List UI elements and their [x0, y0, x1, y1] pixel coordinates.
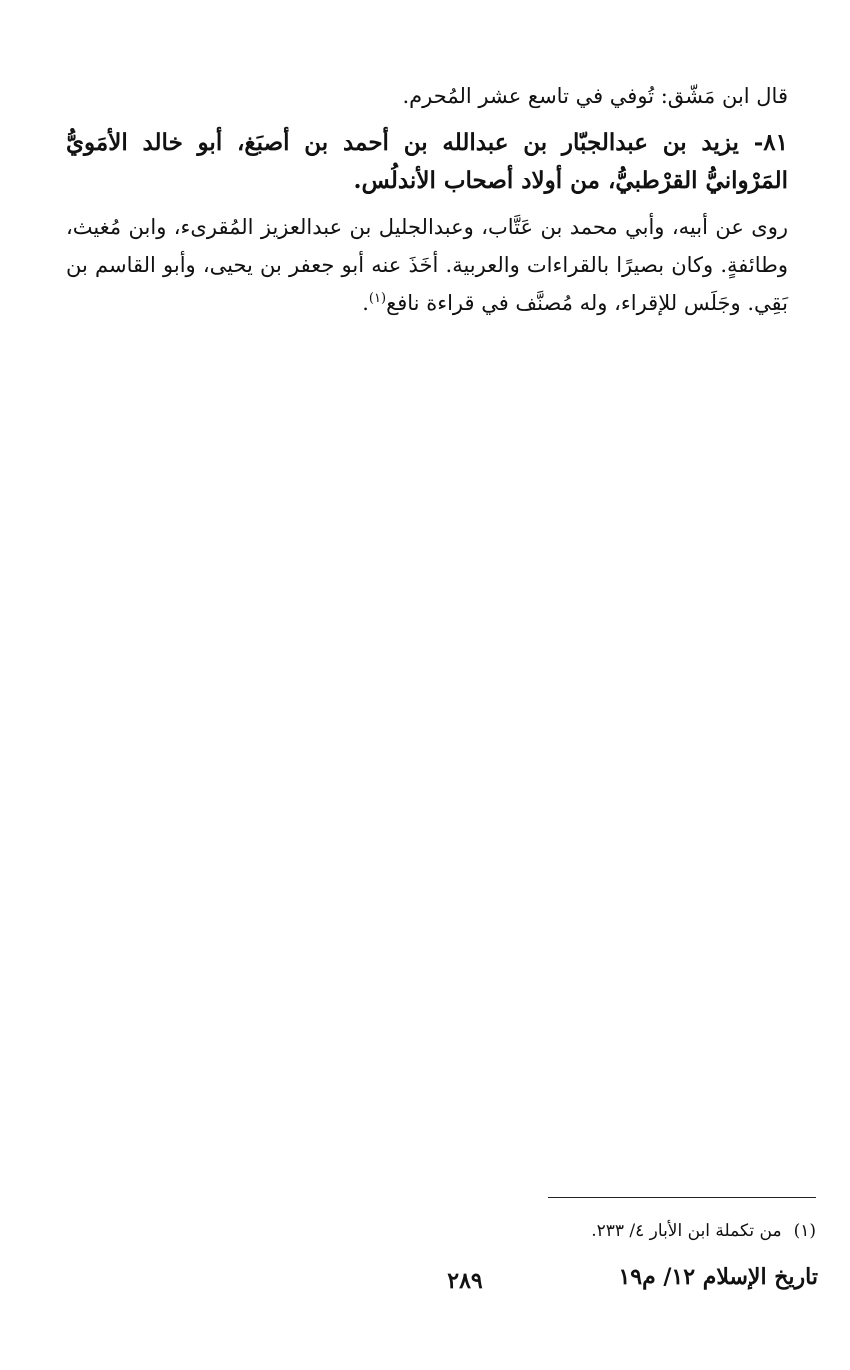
footnote-text: من تكملة ابن الأبار ٤/ ٢٣٣.	[591, 1221, 782, 1241]
footnote	[66, 1218, 816, 1244]
entry-heading: ٨١- يزيد بن عبدالجبّار بن عبدالله بن أحمد بن أصبَغ، أبو خالد الأمَويُّ المَرْوانيُّ القرْطبيُّ، من أولاد أصحاب الأندلُس.	[66, 129, 788, 194]
intro-line: قال ابن مَشّق: تُوفي في تاسع عشر المُحرم.	[402, 84, 788, 108]
footnote-number: (١)	[793, 1221, 816, 1241]
entry-body-end: .	[362, 291, 369, 315]
page-number: ٢٨٩	[447, 1268, 483, 1294]
footnote-divider	[548, 1197, 816, 1198]
volume-signature: تاريخ الإسلام ١٢/ م١٩	[618, 1264, 818, 1290]
entry-body	[66, 208, 788, 322]
entry-body-text: روى عن أبيه، وأبي محمد بن عَتَّاب، وعبدالجليل بن عبدالعزيز المُقرىء، وابن مُغيث، وطائفةٍ. وكان بصيرًا بالقراءات والعربية. أخَذَ عنه أبو جعفر بن يحيى، وأبو القاسم بن بَقِي. وجَلَس للإقراء، وله مُصنَّف في قراءة نافع	[66, 215, 788, 315]
footnote-reference[interactable]: (١)	[368, 291, 387, 306]
